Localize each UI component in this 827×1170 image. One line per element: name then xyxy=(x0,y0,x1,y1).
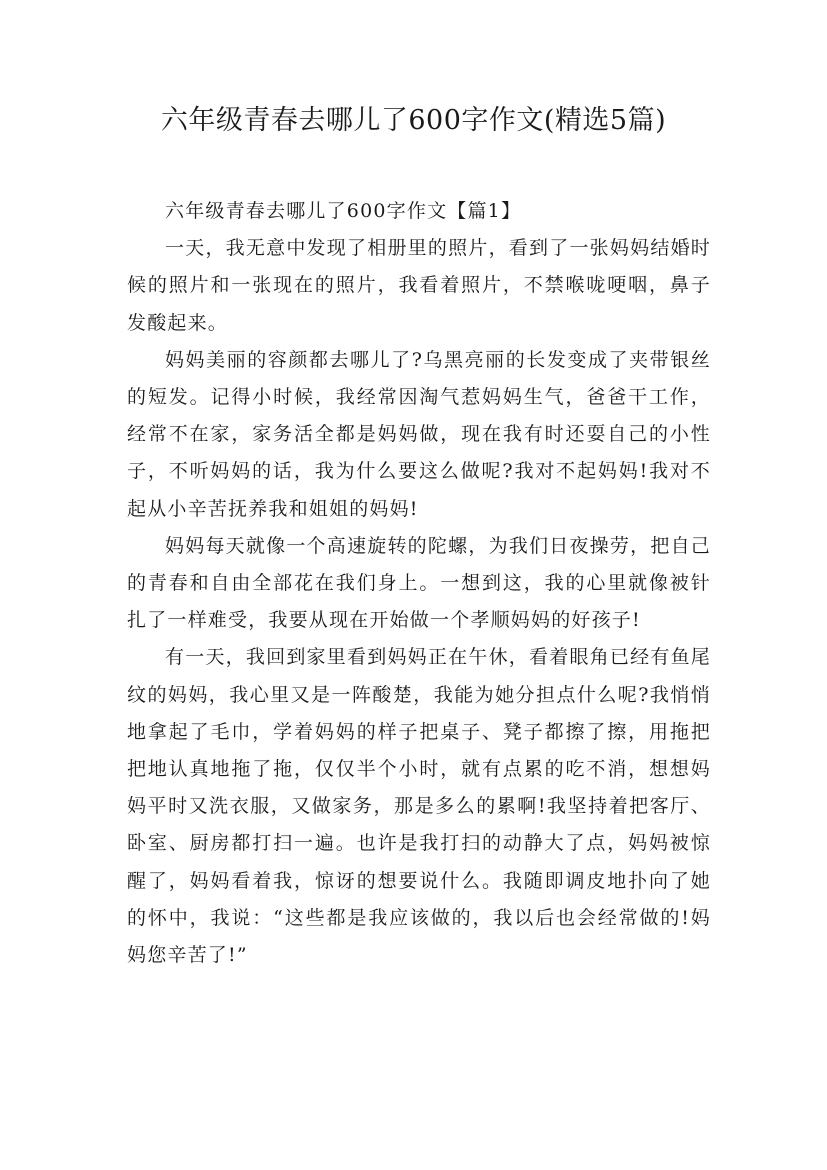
document-title: 六年级青春去哪儿了600字作文(精选5篇) xyxy=(160,105,667,136)
paragraph: 妈妈美丽的容颜都去哪儿了?乌黑亮丽的长发变成了夹带银丝的短发。记得小时候，我经常因淘气惹妈妈生气，爸爸干工作，经常不在家，家务活全都是妈妈做，现在我有时还耍自己的小性子，不听妈妈的话，我为什么要这么做呢?我对不起妈妈!我对不起从小辛苦抚养我和姐姐的妈妈! xyxy=(127,348,711,520)
document-body xyxy=(127,193,711,974)
paragraph: 妈妈每天就像一个高速旋转的陀螺，为我们日夜操劳，把自己的青春和自由全部花在我们身上。一想到这，我的心里就像被针扎了一样难受，我要从现在开始做一个孝顺妈妈的好孩子! xyxy=(127,534,711,632)
paragraph: 一天，我无意中发现了相册里的照片，看到了一张妈妈结婚时候的照片和一张现在的照片，我看着照片，不禁喉咙哽咽，鼻子发酸起来。 xyxy=(127,237,711,334)
section-heading: 六年级青春去哪儿了600字作文【篇1】 xyxy=(165,200,522,222)
paragraph: 有一天，我回到家里看到妈妈正在午休，看着眼角已经有鱼尾纹的妈妈，我心里又是一阵酸楚，我能为她分担点什么呢?我悄悄地拿起了毛巾，学着妈妈的样子把桌子、凳子都擦了擦，用拖把把地认真地拖了拖，仅仅半个小时，就有点累的吃不消，想想妈妈平时又洗衣服，又做家务，那是多么的累啊!我坚持着把客厅、卧室、厨房都打扫一遍。也许是我打扫的动静大了点，妈妈被惊醒了，妈妈看着我，惊讶的想要说什么。我随即调皮地扑向了她的怀中，我说：“这些都是我应该做的，我以后也会经常做的!妈妈您辛苦了!” xyxy=(127,646,711,967)
